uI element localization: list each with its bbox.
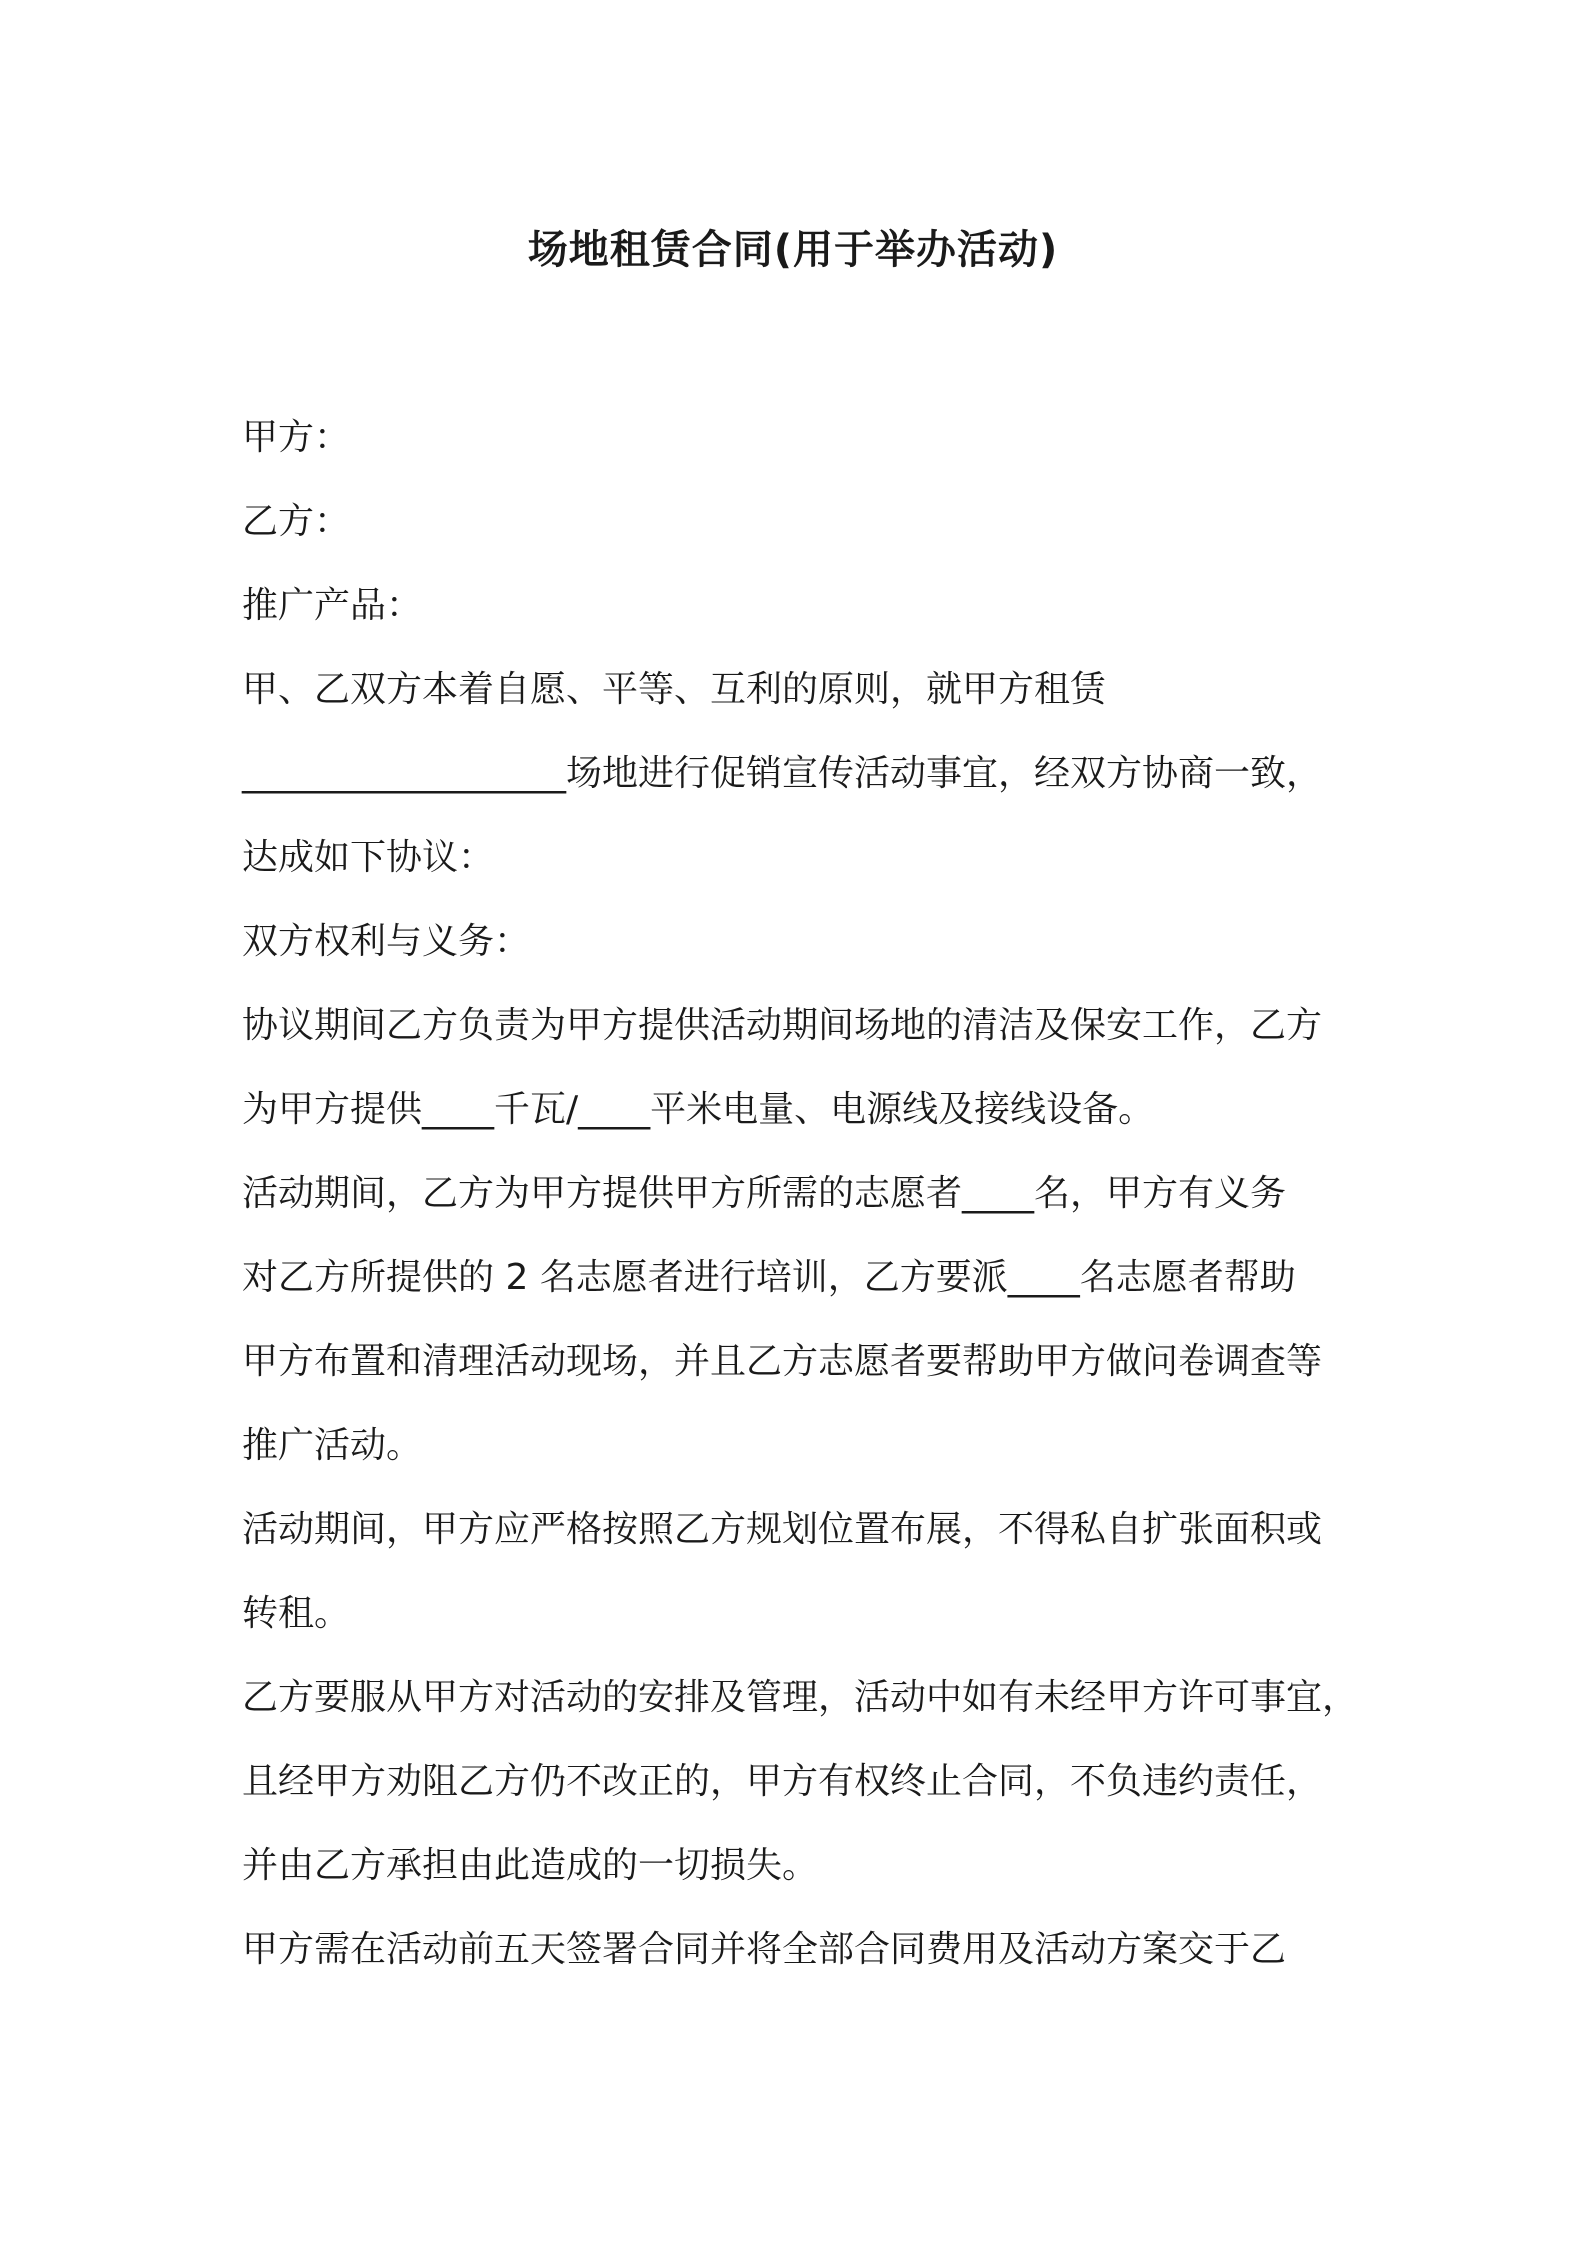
line-clause-1b: 为甲方提供____千瓦/____平米电量、电源线及接线设备。 (242, 1089, 1155, 1130)
line-product: 推广产品： (242, 585, 423, 626)
line-party-a: 甲方： (242, 417, 351, 458)
line-rights-heading: 双方权利与义务： (242, 921, 531, 962)
line-clause-2c: 甲方布置和清理活动现场，并且乙方志愿者要帮助甲方做问卷调查等 (242, 1341, 1323, 1382)
line-party-b: 乙方： (242, 501, 351, 542)
line-clause-3a: 活动期间，甲方应严格按照乙方规划位置布展，不得私自扩张面积或 (242, 1509, 1323, 1550)
line-clause-2d: 推广活动。 (242, 1425, 423, 1466)
line-clause-1a: 协议期间乙方负责为甲方提供活动期间场地的清洁及保安工作，乙方 (242, 1005, 1323, 1046)
line-clause-4c: 并由乙方承担由此造成的一切损失。 (242, 1845, 819, 1886)
line-clause-5a: 甲方需在活动前五天签署合同并将全部合同费用及活动方案交于乙 (242, 1929, 1287, 1970)
line-clause-3b: 转租。 (242, 1593, 351, 1634)
line-clause-2b: 对乙方所提供的 2 名志愿者进行培训，乙方要派____名志愿者帮助 (242, 1257, 1296, 1298)
line-intro-2: __________________场地进行促销宣传活动事宜，经双方协商一致， (242, 753, 1323, 794)
line-intro-1: 甲、乙双方本着自愿、平等、互利的原则，就甲方租赁 (242, 669, 1107, 710)
line-intro-3: 达成如下协议： (242, 837, 495, 878)
document-body (242, 410, 1392, 2006)
line-clause-2a: 活动期间，乙方为甲方提供甲方所需的志愿者____名，甲方有义务 (242, 1173, 1287, 1214)
line-clause-4b: 且经甲方劝阻乙方仍不改正的，甲方有权终止合同，不负违约责任， (242, 1761, 1323, 1802)
line-clause-4a: 乙方要服从甲方对活动的安排及管理，活动中如有未经甲方许可事宜， (242, 1677, 1359, 1718)
document-title: 场地租赁合同(用于举办活动) (527, 227, 1059, 273)
